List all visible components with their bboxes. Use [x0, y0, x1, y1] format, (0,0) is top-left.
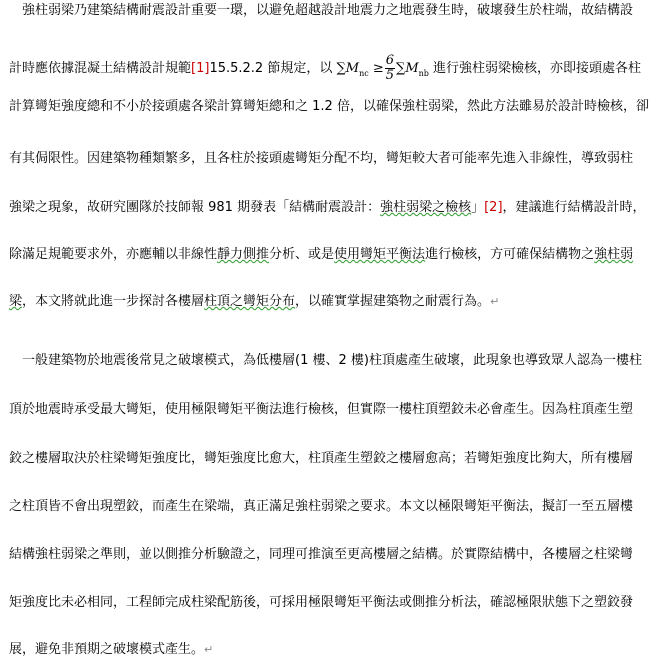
text-line: 強柱弱梁乃建築結構耐震設計重要一環，以避免超越設計地震力之地震發生時，破壞發生於柱端，故結構設	[9, 3, 634, 18]
text-line: 一般建築物於地震後常見之破壞模式，為低樓層(1 樓、2 樓)柱頂處產生破壞，此現象也導致眾人認為一樓柱	[9, 353, 642, 368]
text-line: 計時應依據混凝土結構設計規範[1]15.5.2.2 節規定，以 $\sum M_{nc}$ ≥ $\frac{6}{5}$ $\sum M_{nb}$ 進行強柱弱梁檢核，亦即接頭處各柱	[9, 53, 642, 83]
paragraph-mark: ↵	[204, 643, 214, 656]
text-line: 矩強度比未必相同，工程師完成柱梁配筋後，可採用極限彎矩平衡法或側推分析法，確認極限狀態下之塑鉸發	[9, 595, 634, 610]
text-line: 之柱頂皆不會出現塑鉸，而產生在梁端，真正滿足強柱弱梁之要求。本文以極限彎矩平衡法，擬訂一至五層樓	[9, 499, 634, 514]
text-line: 展，避免非預期之破壞模式產生。↵	[9, 642, 214, 657]
paragraph-mark: ↵	[490, 295, 500, 308]
strong-column-formula: $\sum M_{nc}$ ≥ $\frac{6}{5}$ $\sum M_{nb}$	[336, 53, 429, 83]
text-line: 有其侷限性。因建築物種類繁多，且各柱於接頭處彎矩分配不均，彎矩較大者可能率先進入非線性，導致弱柱	[9, 151, 634, 166]
text-line: 梁，本文將就此進一步探討各樓層柱頂之彎矩分布，以確實掌握建築物之耐震行為。↵	[9, 294, 500, 309]
text-line: 頂於地震時承受最大彎矩，使用極限彎矩平衡法進行檢核，但實際一樓柱頂塑鉸未必會產生。因為柱頂產生塑	[9, 402, 634, 417]
fraction-six-fifths: $\frac{6}{5}$	[385, 53, 395, 83]
text-line: 鉸之樓層取決於柱梁彎矩強度比，彎矩強度比愈大，柱頂產生塑鉸之樓層愈高；若彎矩強度比夠大，所有樓層	[9, 451, 634, 466]
text-line: 計算彎矩強度總和不小於接頭處各梁計算彎矩總和之 1.2 倍，以確保強柱弱梁，然此方法雖易於設計時檢核，卻	[9, 99, 649, 114]
text-line: 結構強柱弱梁之準則，並以側推分析驗證之，同理可推演至更高樓層之結構。於實際結構中，各樓層之柱梁彎	[9, 547, 634, 562]
text-line: 除滿足規範要求外，亦應輔以非線性靜力側推分析、或是使用彎矩平衡法進行檢核，方可確保結構物之強柱弱	[9, 247, 634, 262]
text-line: 強梁之現象，故研究團隊於技師報 981 期發表「結構耐震設計：強柱弱梁之檢核」[2]，建議進行結構設計時，	[9, 200, 646, 215]
citation-link[interactable]: [1]	[191, 61, 210, 76]
citation-link[interactable]: [2]	[484, 200, 503, 215]
